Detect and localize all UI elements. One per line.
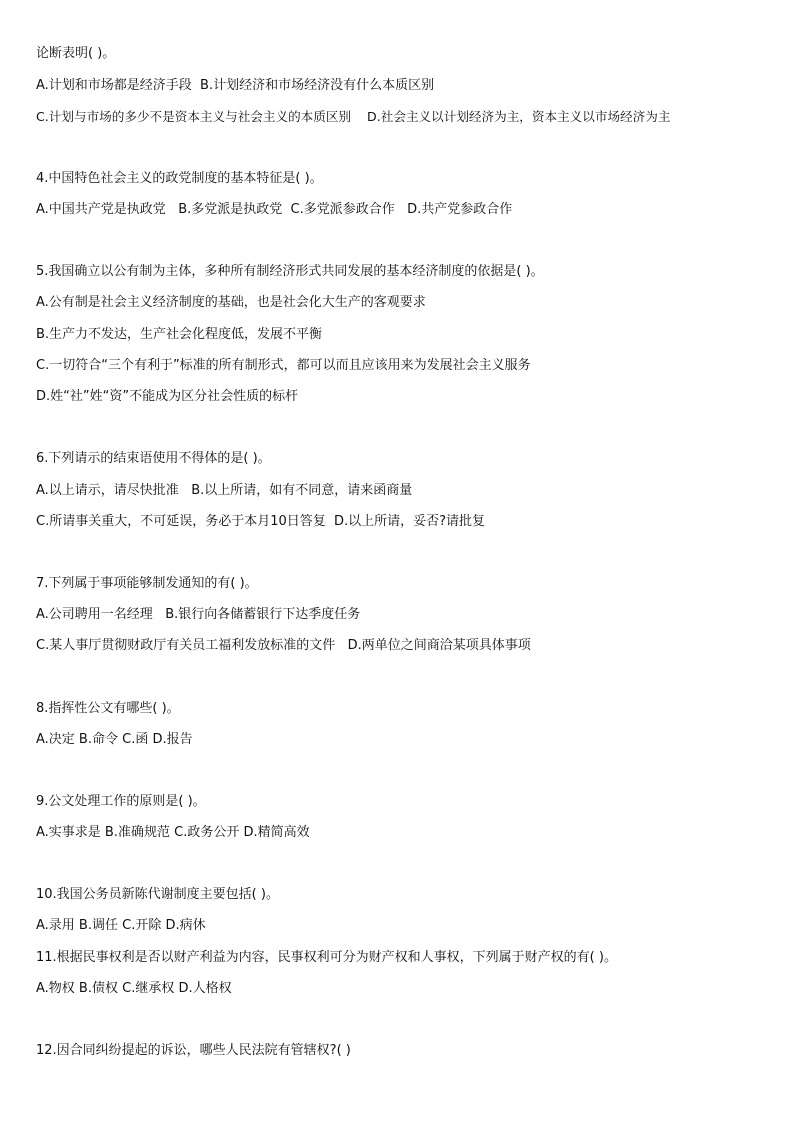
question-8-stem: 8.指挥性公文有哪些( )。	[36, 701, 180, 716]
question-4-stem: 4.中国特色社会主义的政党制度的基本特征是( )。	[36, 171, 323, 186]
question-3-options-ab: A.计划和市场都是经济手段 B.计划经济和市场经济没有什么本质区别	[36, 78, 435, 93]
question-10-options: A.录用 B.调任 C.开除 D.病休	[36, 918, 206, 933]
question-7-options-cd: C.某人事厅贯彻财政厅有关员工福利发放标准的文件 D.两单位之间商洽某项具体事项	[36, 638, 531, 653]
question-6-options-cd: C.所请事关重大，不可延误，务必于本月10日答复 D.以上所请，妥否?请批复	[36, 514, 486, 529]
question-5-option-b: B.生产力不发达，生产社会化程度低，发展不平衡	[36, 327, 323, 342]
question-9-options: A.实事求是 B.准确规范 C.政务公开 D.精简高效	[36, 825, 310, 840]
question-4-options: A.中国共产党是执政党 B.多党派是执政党 C.多党派参政合作 D.共产党参政合作	[36, 202, 513, 217]
question-10-stem: 10.我国公务员新陈代谢制度主要包括( )。	[36, 887, 279, 902]
question-6-stem: 6.下列请示的结束语使用不得体的是( )。	[36, 451, 271, 466]
question-6-options-ab: A.以上请示，请尽快批准 B.以上所请，如有不同意，请来函商量	[36, 483, 413, 498]
question-9-stem: 9.公文处理工作的原则是( )。	[36, 794, 206, 809]
question-8-options: A.决定 B.命令 C.函 D.报告	[36, 732, 193, 747]
question-3-stem-end: 论断表明( )。	[36, 46, 116, 61]
question-5-option-a: A.公有制是社会主义经济制度的基础，也是社会化大生产的客观要求	[36, 295, 426, 310]
question-7-options-ab: A.公司聘用一名经理 B.银行向各储蓄银行下达季度任务	[36, 607, 361, 622]
question-7-stem: 7.下列属于事项能够制发通知的有( )。	[36, 576, 258, 591]
question-5-stem: 5.我国确立以公有制为主体，多种所有制经济形式共同发展的基本经济制度的依据是( )。	[36, 264, 544, 279]
question-11-stem: 11.根据民事权利是否以财产利益为内容，民事权利可分为财产权和人事权，下列属于财产权的有( )。	[36, 950, 617, 965]
question-5-option-c: C.一切符合“三个有利于”标准的所有制形式，都可以而且应该用来为发展社会主义服务	[36, 358, 531, 373]
question-11-options: A.物权 B.债权 C.继承权 D.人格权	[36, 981, 232, 996]
question-3-options-cd: C.计划与市场的多少不是资本主义与社会主义的本质区别 D.社会主义以计划经济为主，资本主义以市场经济为主	[36, 109, 671, 124]
question-5-option-d: D.姓“社”姓“资”不能成为区分社会性质的标杆	[36, 389, 299, 404]
question-12-stem: 12.因合同纠纷提起的诉讼，哪些人民法院有管辖权?( )	[36, 1043, 351, 1058]
